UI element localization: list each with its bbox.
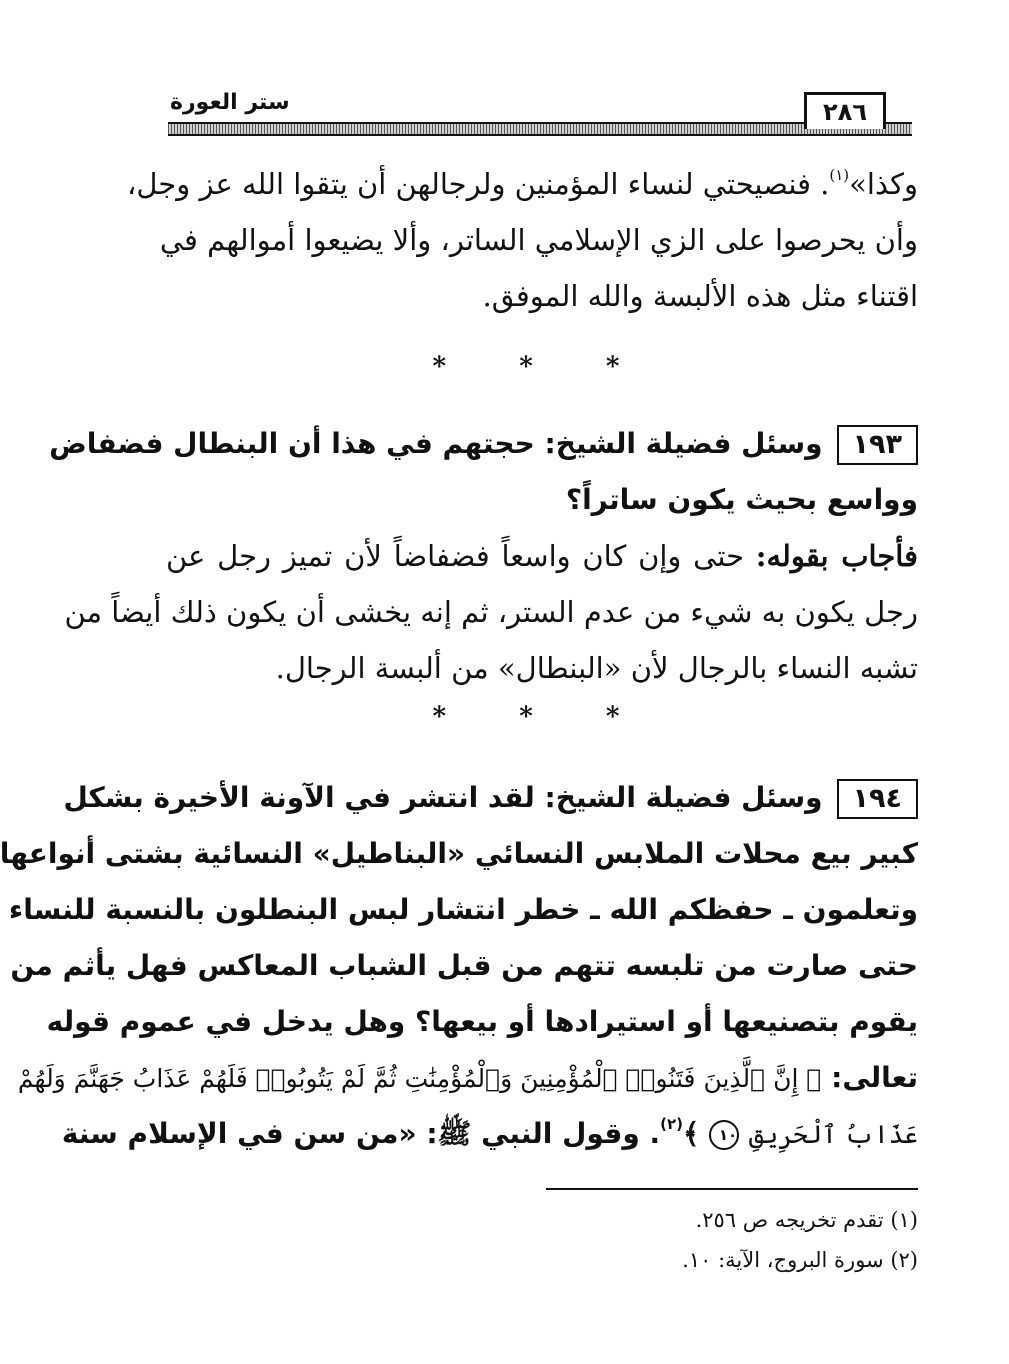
text-fragment: . وقول النبي ﷺ: «من سن في الإسلام سنة [61,1117,661,1150]
footnote: (١) تقدم تخريجه ص ٢٥٦. [695,1208,918,1232]
text-fragment: وكذا» [849,167,918,201]
text-fragment: وسئل فضيلة الشيخ: لقد انتشر في الآونة الأخيرة بشكل [63,781,823,814]
quran-close: ﴾ [683,1117,700,1150]
section-separator: * * * [432,352,652,382]
question-line [17,1050,918,1106]
quran-verse: ﴿ إِنَّ ٱلَّذِينَ فَتَنُوا۟ ٱلْمُؤْمِنِينَ وَٱلْمُؤْمِنَٰتِ ثُمَّ لَمْ يَتُوبُوا۟ فَلَهُمْ عَذَابُ جَهَنَّمَ وَلَهُمْ [17,1064,822,1093]
text-line: وأن يحرصوا على الزي الإسلامي الساتر، وألا يضيعوا أموالهم في [159,223,918,257]
running-title: ستر العورة [170,90,290,115]
section-separator: * * * [432,702,652,732]
quran-verse: عَذَابُ ٱلْحَرِيقِ [748,1120,918,1149]
answer-line: تشبه النساء بالرجال لأن «البنطال» من ألبسة الرجال. [275,651,918,685]
section-continuation [126,156,918,324]
question-line: حتى صارت من تلبسه تتهم من قبل الشباب المعاكس فهل يأثم من [10,949,918,982]
footnotes [418,1200,918,1280]
question-line [49,416,918,472]
question-line: يقوم بتصنيعها أو استيرادها أو بيعها؟ وهل يدخل في عموم قوله [46,1005,918,1038]
answer-line [166,528,918,584]
ayah-number-icon: ١٠ [709,1120,739,1150]
text-fragment: وسئل فضيلة الشيخ: حجتهم في هذا أن البنطال فضفاض [49,427,823,460]
question-193 [49,416,919,696]
question-number: ١٩٣ [837,425,918,465]
page-number: ٢٨٦ [804,92,886,129]
question-number: ١٩٤ [837,779,918,819]
question-line [61,1106,918,1162]
footnote-rule [546,1188,918,1190]
footnote-ref[interactable]: (٢) [660,1115,683,1133]
question-line: كبير بيع محلات الملابس النسائي «البناطيل» النسائية بشتى أنواعها [0,837,918,870]
footnote-ref[interactable]: (١) [829,166,850,184]
header-rule [168,122,912,136]
answer-lead: فأجاب بقوله: [755,539,919,573]
question-194 [0,770,918,1162]
text-line [126,156,918,212]
text-fragment: . فنصيحتي لنساء المؤمنين ولرجالهن أن يتقوا الله عز وجل، [126,167,830,201]
text-line: اقتناء مثل هذه الألبسة والله الموفق. [482,279,918,313]
answer-line: رجل يكون به شيء من عدم الستر، ثم إنه يخشى أن يكون ذلك أيضاً من [64,595,918,629]
question-line: وتعلمون ـ حفظكم الله ـ خطر انتشار لبس البنطلون بالنسبة للنساء [8,893,918,926]
question-line: وواسع بحيث يكون ساتراً؟ [565,483,918,516]
text-fragment: تعالى: [831,1061,918,1094]
footnote: (٢) سورة البروج، الآية: ١٠. [682,1248,918,1272]
question-line [63,770,918,826]
page-header [168,84,912,144]
text-fragment: حتى وإن كان واسعاً فضفاضاً لأن تميز رجل عن [166,539,745,573]
